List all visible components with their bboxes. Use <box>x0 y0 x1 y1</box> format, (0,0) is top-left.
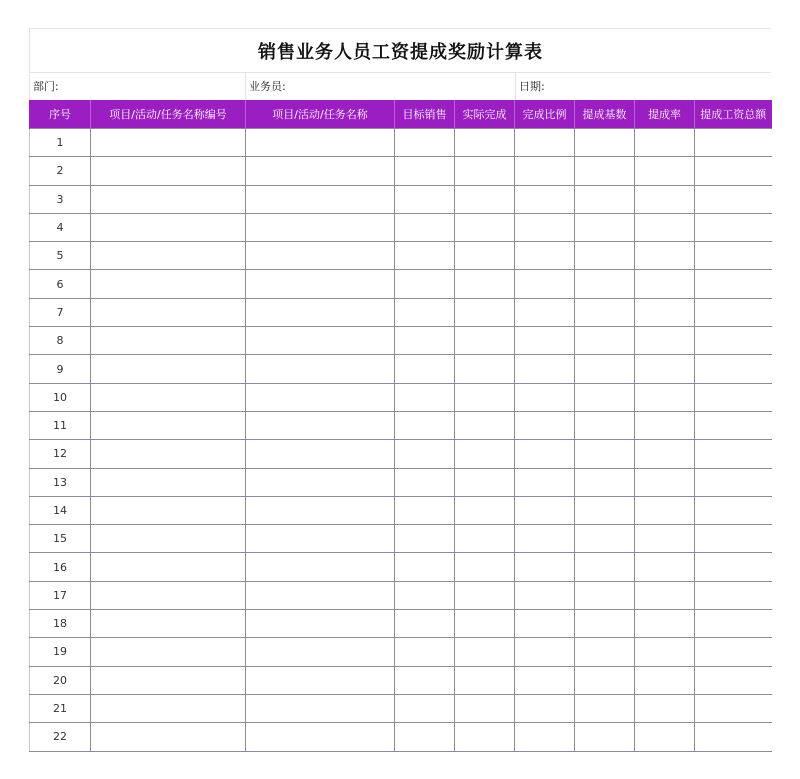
table-cell[interactable] <box>635 411 695 439</box>
table-cell[interactable] <box>395 553 455 581</box>
table-cell[interactable] <box>575 185 635 213</box>
table-cell[interactable] <box>91 327 246 355</box>
table-cell[interactable] <box>91 468 246 496</box>
page-title: 销售业务人员工资提成奖励计算表 <box>258 41 543 63</box>
table-cell[interactable] <box>515 610 575 638</box>
table-cell[interactable] <box>91 723 246 751</box>
table-cell[interactable] <box>455 242 515 270</box>
table-cell[interactable] <box>515 270 575 298</box>
table-cell[interactable] <box>395 185 455 213</box>
commission-table <box>29 100 772 752</box>
column-header: 提成基数 <box>575 100 635 129</box>
table-row <box>30 723 772 751</box>
table-cell[interactable] <box>575 694 635 722</box>
table-cell[interactable] <box>515 383 575 411</box>
row-number-cell[interactable]: 10 <box>30 383 91 411</box>
table-cell[interactable] <box>695 525 772 553</box>
row-number-cell[interactable]: 1 <box>30 129 91 157</box>
table-cell[interactable] <box>515 525 575 553</box>
table-row <box>30 213 772 241</box>
table-cell[interactable] <box>575 496 635 524</box>
table-cell[interactable] <box>515 298 575 326</box>
column-header: 实际完成 <box>455 100 515 129</box>
table-cell[interactable] <box>246 383 395 411</box>
row-number-cell[interactable]: 20 <box>30 666 91 694</box>
table-cell[interactable] <box>515 411 575 439</box>
table-cell[interactable] <box>455 298 515 326</box>
table-row <box>30 581 772 609</box>
table-row <box>30 355 772 383</box>
table-cell[interactable] <box>515 327 575 355</box>
table-cell[interactable] <box>695 694 772 722</box>
table-cell[interactable] <box>695 411 772 439</box>
table-row <box>30 327 772 355</box>
table-cell[interactable] <box>575 581 635 609</box>
row-number-cell[interactable]: 21 <box>30 694 91 722</box>
table-cell[interactable] <box>246 270 395 298</box>
table-cell[interactable] <box>515 185 575 213</box>
column-header: 项目/活动/任务名称 <box>246 100 395 129</box>
table-row <box>30 694 772 722</box>
table-cell[interactable] <box>695 666 772 694</box>
row-number-cell[interactable]: 22 <box>30 723 91 751</box>
table-cell[interactable] <box>91 298 246 326</box>
row-number-cell[interactable]: 17 <box>30 581 91 609</box>
row-number-cell[interactable]: 19 <box>30 638 91 666</box>
table-cell[interactable] <box>515 440 575 468</box>
table-cell[interactable] <box>635 723 695 751</box>
table-cell[interactable] <box>695 581 772 609</box>
table-cell[interactable] <box>635 496 695 524</box>
table-row <box>30 496 772 524</box>
table-row <box>30 185 772 213</box>
table-cell[interactable] <box>455 157 515 185</box>
table-cell[interactable] <box>246 610 395 638</box>
table-cell[interactable] <box>246 666 395 694</box>
table-cell[interactable] <box>575 157 635 185</box>
table-cell[interactable] <box>246 496 395 524</box>
table-cell[interactable] <box>515 694 575 722</box>
table-cell[interactable] <box>91 411 246 439</box>
table-cell[interactable] <box>455 610 515 638</box>
department-field[interactable]: 部门: <box>30 73 246 100</box>
row-number-cell[interactable]: 15 <box>30 525 91 553</box>
table-cell[interactable] <box>695 213 772 241</box>
table-cell[interactable] <box>635 327 695 355</box>
table-cell[interactable] <box>91 383 246 411</box>
table-cell[interactable] <box>515 157 575 185</box>
table-row <box>30 468 772 496</box>
table-cell[interactable] <box>395 581 455 609</box>
table-cell[interactable] <box>246 553 395 581</box>
table-cell[interactable] <box>695 468 772 496</box>
table-cell[interactable] <box>246 242 395 270</box>
table-cell[interactable] <box>575 666 635 694</box>
table-row <box>30 157 772 185</box>
row-number-cell[interactable]: 16 <box>30 553 91 581</box>
table-row <box>30 553 772 581</box>
table-cell[interactable] <box>515 242 575 270</box>
table-cell[interactable] <box>455 327 515 355</box>
table-cell[interactable] <box>246 525 395 553</box>
info-row <box>29 72 771 100</box>
table-cell[interactable] <box>695 327 772 355</box>
table-cell[interactable] <box>395 694 455 722</box>
row-number-cell[interactable]: 14 <box>30 496 91 524</box>
table-cell[interactable] <box>246 723 395 751</box>
table-cell[interactable] <box>575 468 635 496</box>
table-cell[interactable] <box>635 298 695 326</box>
row-number-cell[interactable]: 12 <box>30 440 91 468</box>
table-cell[interactable] <box>455 270 515 298</box>
table-cell[interactable] <box>395 666 455 694</box>
table-cell[interactable] <box>575 129 635 157</box>
table-cell[interactable] <box>455 129 515 157</box>
table-cell[interactable] <box>455 581 515 609</box>
table-cell[interactable] <box>246 157 395 185</box>
title-row <box>29 28 771 72</box>
row-number-cell[interactable]: 8 <box>30 327 91 355</box>
table-row <box>30 666 772 694</box>
table-cell[interactable] <box>246 327 395 355</box>
table-cell[interactable] <box>455 213 515 241</box>
row-number-cell[interactable]: 13 <box>30 468 91 496</box>
table-cell[interactable] <box>455 496 515 524</box>
row-number-cell[interactable]: 18 <box>30 610 91 638</box>
table-cell[interactable] <box>455 440 515 468</box>
table-cell[interactable] <box>515 213 575 241</box>
column-header: 完成比例 <box>515 100 575 129</box>
row-number-cell[interactable]: 6 <box>30 270 91 298</box>
table-cell[interactable] <box>395 525 455 553</box>
row-number-cell[interactable]: 7 <box>30 298 91 326</box>
table-row <box>30 383 772 411</box>
table-cell[interactable] <box>695 157 772 185</box>
table-cell[interactable] <box>635 581 695 609</box>
column-header: 提成工资总额 <box>695 100 772 129</box>
table-cell[interactable] <box>635 440 695 468</box>
table-cell[interactable] <box>635 129 695 157</box>
table-cell[interactable] <box>515 129 575 157</box>
table-cell[interactable] <box>91 355 246 383</box>
row-number-cell[interactable]: 9 <box>30 355 91 383</box>
row-number-cell[interactable]: 4 <box>30 213 91 241</box>
table-cell[interactable] <box>635 610 695 638</box>
table-cell[interactable] <box>455 638 515 666</box>
table-cell[interactable] <box>455 694 515 722</box>
table-cell[interactable] <box>395 411 455 439</box>
table-cell[interactable] <box>515 496 575 524</box>
table-cell[interactable] <box>91 666 246 694</box>
table-cell[interactable] <box>395 298 455 326</box>
table-cell[interactable] <box>515 638 575 666</box>
table-cell[interactable] <box>91 496 246 524</box>
row-number-cell[interactable]: 11 <box>30 411 91 439</box>
table-row <box>30 525 772 553</box>
table-cell[interactable] <box>695 298 772 326</box>
table-cell[interactable] <box>246 440 395 468</box>
table-cell[interactable] <box>635 270 695 298</box>
table-cell[interactable] <box>91 525 246 553</box>
table-cell[interactable] <box>575 383 635 411</box>
table-cell[interactable] <box>575 553 635 581</box>
table-cell[interactable] <box>246 638 395 666</box>
table-cell[interactable] <box>635 185 695 213</box>
table-cell[interactable] <box>246 468 395 496</box>
table-cell[interactable] <box>635 242 695 270</box>
table-header-row <box>30 100 772 129</box>
table-row <box>30 242 772 270</box>
row-number-cell[interactable]: 3 <box>30 185 91 213</box>
table-cell[interactable] <box>575 213 635 241</box>
table-cell[interactable] <box>395 468 455 496</box>
table-cell[interactable] <box>91 638 246 666</box>
table-cell[interactable] <box>455 185 515 213</box>
table-cell[interactable] <box>455 383 515 411</box>
table-cell[interactable] <box>246 694 395 722</box>
table-cell[interactable] <box>635 553 695 581</box>
table-cell[interactable] <box>246 129 395 157</box>
table-cell[interactable] <box>395 270 455 298</box>
spreadsheet <box>29 28 771 752</box>
table-cell[interactable] <box>515 468 575 496</box>
table-cell[interactable] <box>695 610 772 638</box>
table-cell[interactable] <box>91 694 246 722</box>
table-cell[interactable] <box>455 355 515 383</box>
table-cell[interactable] <box>575 242 635 270</box>
table-body <box>30 129 772 752</box>
table-cell[interactable] <box>395 355 455 383</box>
table-cell[interactable] <box>395 213 455 241</box>
table-cell[interactable] <box>695 355 772 383</box>
table-cell[interactable] <box>635 157 695 185</box>
table-cell[interactable] <box>246 298 395 326</box>
table-cell[interactable] <box>91 242 246 270</box>
column-header: 项目/活动/任务名称编号 <box>91 100 246 129</box>
table-cell[interactable] <box>395 723 455 751</box>
table-cell[interactable] <box>515 355 575 383</box>
table-cell[interactable] <box>395 638 455 666</box>
table-cell[interactable] <box>455 468 515 496</box>
table-cell[interactable] <box>246 185 395 213</box>
table-cell[interactable] <box>395 157 455 185</box>
table-cell[interactable] <box>91 440 246 468</box>
table-cell[interactable] <box>695 270 772 298</box>
table-cell[interactable] <box>91 610 246 638</box>
table-cell[interactable] <box>575 327 635 355</box>
table-cell[interactable] <box>695 242 772 270</box>
table-cell[interactable] <box>575 610 635 638</box>
table-cell[interactable] <box>91 157 246 185</box>
table-cell[interactable] <box>395 327 455 355</box>
table-cell[interactable] <box>91 581 246 609</box>
table-cell[interactable] <box>635 468 695 496</box>
table-cell[interactable] <box>515 723 575 751</box>
table-cell[interactable] <box>695 723 772 751</box>
table-cell[interactable] <box>455 553 515 581</box>
table-cell[interactable] <box>515 581 575 609</box>
table-cell[interactable] <box>575 411 635 439</box>
table-cell[interactable] <box>455 723 515 751</box>
table-cell[interactable] <box>635 213 695 241</box>
column-header: 目标销售 <box>395 100 455 129</box>
table-cell[interactable] <box>246 355 395 383</box>
table-cell[interactable] <box>246 411 395 439</box>
table-cell[interactable] <box>91 270 246 298</box>
table-cell[interactable] <box>695 383 772 411</box>
table-cell[interactable] <box>635 694 695 722</box>
table-row <box>30 411 772 439</box>
table-cell[interactable] <box>246 581 395 609</box>
table-cell[interactable] <box>575 525 635 553</box>
table-cell[interactable] <box>695 638 772 666</box>
table-cell[interactable] <box>575 440 635 468</box>
table-cell[interactable] <box>695 496 772 524</box>
table-cell[interactable] <box>395 440 455 468</box>
table-cell[interactable] <box>455 411 515 439</box>
table-row <box>30 638 772 666</box>
table-row <box>30 298 772 326</box>
column-header: 序号 <box>30 100 91 129</box>
salesperson-field[interactable]: 业务员: <box>246 73 516 100</box>
row-number-cell[interactable]: 5 <box>30 242 91 270</box>
table-cell[interactable] <box>635 383 695 411</box>
table-cell[interactable] <box>91 553 246 581</box>
table-cell[interactable] <box>695 553 772 581</box>
table-row <box>30 270 772 298</box>
table-cell[interactable] <box>395 610 455 638</box>
table-cell[interactable] <box>695 129 772 157</box>
table-cell[interactable] <box>695 440 772 468</box>
table-row <box>30 610 772 638</box>
table-cell[interactable] <box>91 213 246 241</box>
table-cell[interactable] <box>395 129 455 157</box>
table-cell[interactable] <box>395 496 455 524</box>
table-cell[interactable] <box>575 638 635 666</box>
table-cell[interactable] <box>91 129 246 157</box>
table-row <box>30 440 772 468</box>
column-header: 提成率 <box>635 100 695 129</box>
table-cell[interactable] <box>575 355 635 383</box>
table-cell[interactable] <box>455 525 515 553</box>
table-cell[interactable] <box>395 383 455 411</box>
date-field[interactable]: 日期: <box>519 80 545 93</box>
table-cell[interactable] <box>695 185 772 213</box>
table-cell[interactable] <box>635 355 695 383</box>
table-cell[interactable] <box>515 553 575 581</box>
table-cell[interactable] <box>635 525 695 553</box>
table-cell[interactable] <box>635 666 695 694</box>
table-row <box>30 129 772 157</box>
table-cell[interactable] <box>515 666 575 694</box>
row-number-cell[interactable]: 2 <box>30 157 91 185</box>
table-cell[interactable] <box>575 270 635 298</box>
table-cell[interactable] <box>575 298 635 326</box>
table-cell[interactable] <box>395 242 455 270</box>
table-cell[interactable] <box>455 666 515 694</box>
table-cell[interactable] <box>91 185 246 213</box>
table-cell[interactable] <box>635 638 695 666</box>
table-cell[interactable] <box>246 213 395 241</box>
table-cell[interactable] <box>575 723 635 751</box>
